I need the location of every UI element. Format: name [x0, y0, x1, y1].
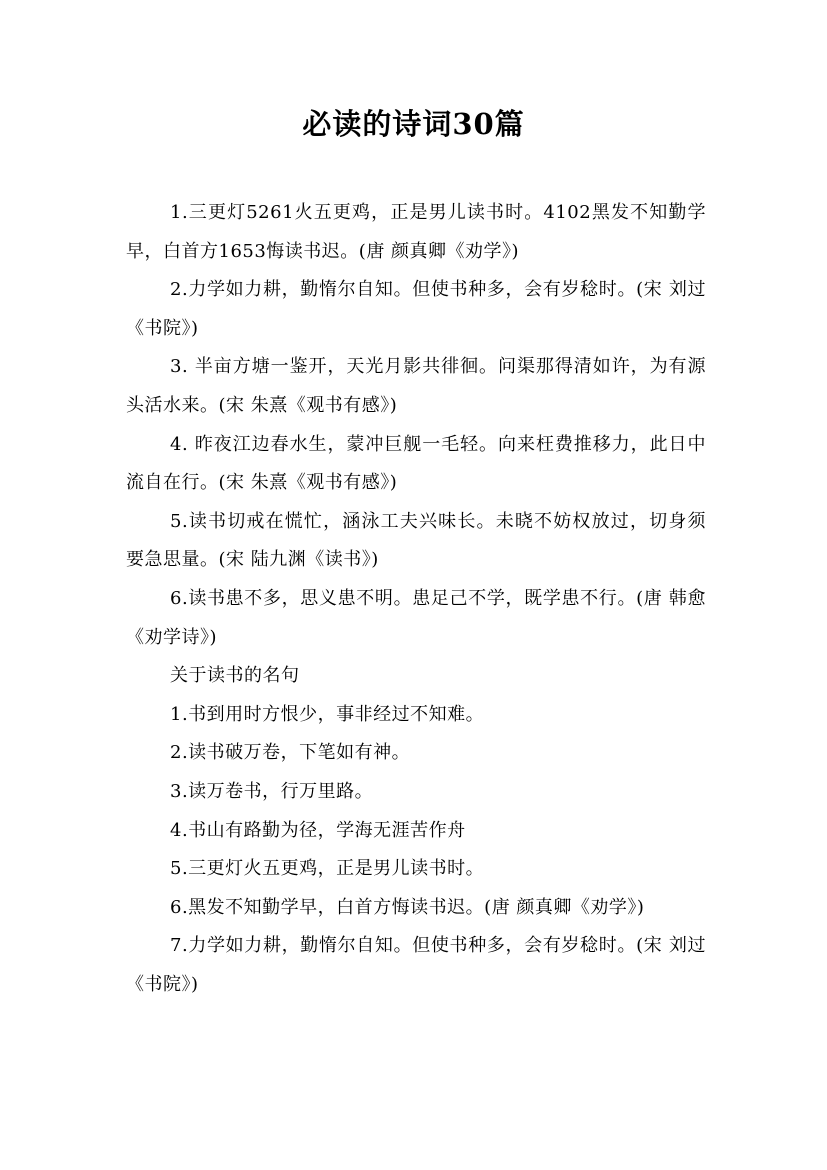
poem-5: 5.读书切戒在慌忙，涵泳工夫兴味长。未晓不妨权放过，切身须要急思量。(宋 陆九渊《读书》)	[126, 510, 706, 571]
poem-2: 2.力学如力耕，勤惰尔自知。但使书种多，会有岁稔时。(宋 刘过《书院》)	[126, 279, 706, 339]
quote-3: 3.读万卷书，行万里路。	[170, 780, 374, 802]
quote-1: 1.书到用时方恨少，事非经过不知难。	[170, 703, 485, 725]
section-heading: 关于读书的名句	[170, 665, 300, 687]
poem-6: 6.读书患不多，思义患不明。患足己不学，既学患不行。(唐 韩愈《劝学诗》)	[126, 587, 706, 648]
document-title: 必读的诗词30篇	[302, 107, 525, 141]
poem-1: 1.三更灯5261火五更鸡，正是男儿读书时。4102黑发不知勤学早，白首方1653悔读书迟。(唐 颜真卿《劝学》)	[126, 202, 706, 262]
quote-5: 5.三更灯火五更鸡，正是男儿读书时。	[170, 858, 485, 880]
quote-4: 4.书山有路勤为径，学海无涯苦作舟	[170, 819, 466, 841]
document-body	[126, 194, 706, 1004]
quote-6: 6.黑发不知勤学早，白首方悔读书迟。(唐 颜真卿《劝学》)	[170, 896, 645, 918]
poem-3: 3. 半亩方塘一鉴开，天光月影共徘徊。问渠那得清如许，为有源头活水来。(宋 朱熹《观书有感》)	[126, 356, 706, 416]
quote-2: 2.读书破万卷，下笔如有神。	[170, 742, 411, 764]
poem-4: 4. 昨夜江边春水生，蒙冲巨舰一毛轻。向来枉费推移力，此日中流自在行。(宋 朱熹《观书有感》)	[126, 433, 706, 494]
quote-7: 7.力学如力耕，勤惰尔自知。但使书种多，会有岁稔时。(宋 刘过《书院》)	[126, 935, 706, 995]
